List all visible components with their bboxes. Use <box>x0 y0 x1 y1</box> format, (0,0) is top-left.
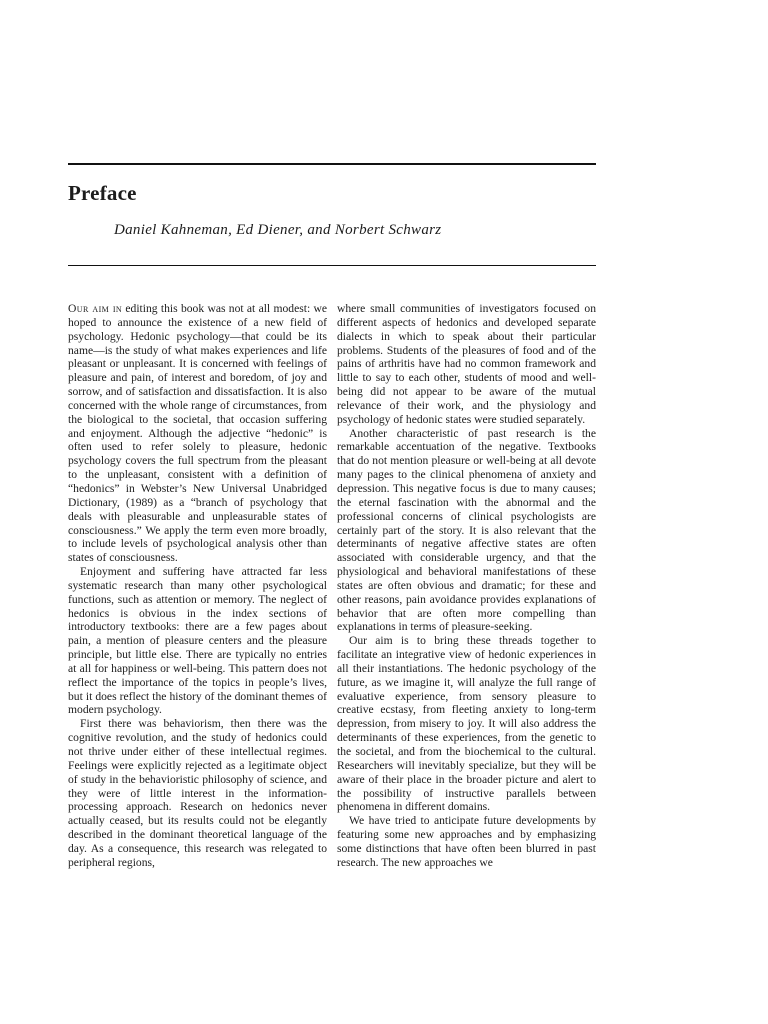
paragraph: Enjoyment and suffering have attracted far less systematic research than many other psychological functions, such as attention or memory. The neglect of hedonics is obvious in the index sections of introductory textbooks: there are a few pages about pain, a mention of pleasure centers and the pleasure principle, but little else. There are typically no entries at all for happiness or well-being. This pattern does not reflect the importance of the topics in people’s lives, but it does reflect the history of the dominant themes of modern psychology. <box>68 565 327 717</box>
author-line: Daniel Kahneman, Ed Diener, and Norbert Schwarz <box>114 222 442 238</box>
left-column <box>68 302 327 870</box>
bottom-rule <box>68 265 596 266</box>
paragraph: Another characteristic of past research is the remarkable accentuation of the negative. Textbooks that do not mention pleasure or well-being at all devote many pages to the clinical phenomena of anxiety and depression. This negative focus is due to many causes; the eternal fascination with the abnormal and the professional concerns of clinical psychologists are certainly part of the story. It is also relevant that the determinants of negative affective states are often associated with considerable urgency, and that the physiological and behavioral manifestations of these states are often obvious and dramatic; for these and other reasons, pain avoidance provides explanations of behavior that are often more compelling than explanations in terms of pleasure-seeking. <box>337 426 596 634</box>
paragraph-text: editing this book was not at all modest: we hoped to announce the existence of a new field of psychology. Hedonic psychology—that could be its name—is the study of what makes experiences and life pleasant or unpleasant. It is concerned with feelings of pleasure and pain, of interest and boredom, of joy and sorrow, and of satisfaction and dissatisfaction. It is also concerned with the whole range of circumstances, from the biological to the societal, that occasion suffering and enjoyment. Although the adjective “hedonic” is often used to refer solely to pleasure, hedonic psychology covers the full spectrum from the pleasant to the unpleasant, consistent with a definition of “hedonics” in Webster’s New Universal Unabridged Dictionary, (1989) as a “branch of psychology that deals with pleasurable and unpleasurable states of consciousness.” We apply the term even more broadly, to include levels of psychological analysis other than states of consciousness. <box>68 302 327 565</box>
paragraph: where small communities of investigators focused on different aspects of hedonics and developed separate dialects in which to speak about their particular problems. Students of the pleasures of food and of the pains of arthritis have had no common framework and little to say to each other, students of mood and well-being did not appear to be aware of the mutual relevance of their work, and the physiology and psychology of hedonic states were studied separately. <box>337 302 596 426</box>
paragraph: First there was behaviorism, then there was the cognitive revolution, and the study of hedonics could not thrive under either of these intellectual regimes. Feelings were explicitly rejected as a legitimate object of study in the behavioristic philosophy of science, and they were of little interest in the information-processing approach. Research on hedonics never actually ceased, but its results could not be elegantly described in the dominant theoretical language of the day. As a consequence, this research was relegated to peripheral regions, <box>68 717 327 869</box>
top-rule <box>68 163 596 165</box>
small-caps-lead: Our aim in <box>68 302 123 315</box>
right-column <box>337 302 596 870</box>
page-title: Preface <box>68 181 137 205</box>
paragraph: We have tried to anticipate future developments by featuring some new approaches and by emphasizing some distinctions that have often been blurred in past research. The new approaches we <box>337 814 596 869</box>
paragraph: Our aim is to bring these threads together to facilitate an integrative view of hedonic experiences in all their instantiations. The hedonic psychology of the future, as we imagine it, will analyze the full range of evaluative experience, from sensory pleasure to creative ecstasy, from fleeting anxiety to long-term depression, from misery to joy. It will also address the determinants of these experiences, from the genetic to the societal, and from the biochemical to the cultural. Researchers will inevitably specialize, but they will be aware of their place in the broader picture and alert to the possibility of instructive parallels between phenomena in different domains. <box>337 634 596 814</box>
paragraph <box>68 302 327 565</box>
